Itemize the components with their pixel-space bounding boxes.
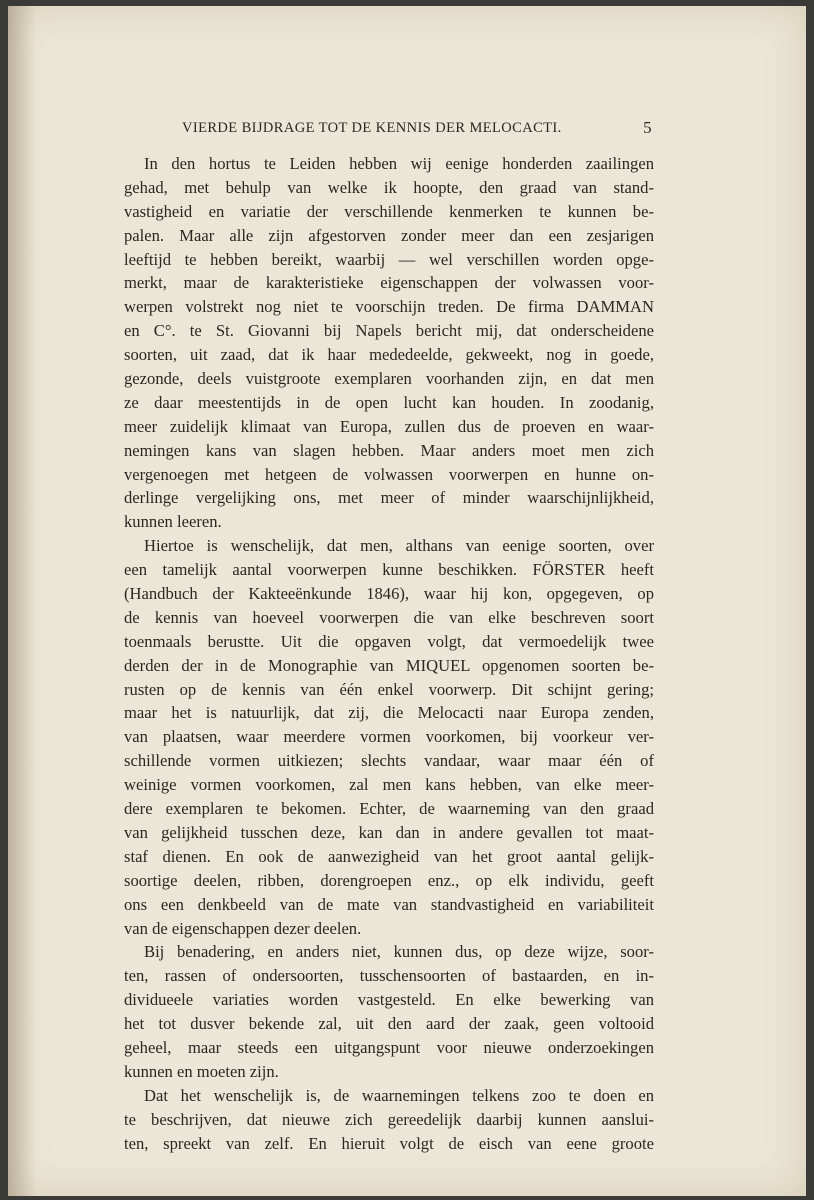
- text-line: weinige vormen voorkomen, zal men kans hebben, van elke meer-: [124, 775, 654, 795]
- text-line: van gelijkheid tusschen deze, kan dan in andere gevallen tot maat-: [124, 822, 654, 842]
- text-line: schillende vormen uitkiezen; slechts vandaar, waar maar één of: [124, 751, 654, 771]
- text-line: Dat het wenschelijk is, de waarnemingen telkens zoo te doen en: [144, 1085, 654, 1105]
- book-page: [8, 6, 806, 1196]
- text-line: toenmaals berustte. Uit die opgaven volgt, dat vermoedelijk twee: [124, 631, 654, 651]
- text-line: geheel, maar steeds een uitgangspunt voor nieuwe onderzoekingen: [124, 1037, 654, 1057]
- text-line: te beschrijven, dat nieuwe zich gereedelijk daarbij kunnen aanslui-: [124, 1109, 654, 1129]
- text-line: dere exemplaren te bekomen. Echter, de waarneming van den graad: [124, 799, 654, 819]
- text-line: Bij benadering, en anders niet, kunnen dus, op deze wijze, soor-: [144, 942, 654, 962]
- text-line: leeftijd te hebben bereikt, waarbij — wel verschillen worden opge-: [124, 249, 654, 269]
- text-line: (Handbuch der Kakteeënkunde 1846), waar hij kon, opgegeven, op: [124, 584, 654, 604]
- body-text: [124, 152, 654, 1155]
- text-line: van plaatsen, waar meerdere vormen voorkomen, bij voorkeur ver-: [124, 727, 654, 747]
- spine-shadow: [8, 6, 36, 1196]
- text-line: derlinge vergelijking ons, met meer of minder waarschijnlijkheid,: [124, 488, 654, 508]
- text-line: ten, spreekt van zelf. En hieruit volgt de eisch van eene groote: [124, 1133, 654, 1153]
- text-line: merkt, maar de karakteristieke eigenschappen der volwassen voor-: [124, 273, 654, 293]
- text-line: vergenoegen met hetgeen de volwassen voorwerpen en hunne on-: [124, 464, 654, 484]
- text-line: staf dienen. En ook de aanwezigheid van het groot aantal gelijk-: [124, 846, 654, 866]
- text-line: soorten, uit zaad, dat ik haar mededeelde, gekweekt, nog in goede,: [124, 345, 654, 365]
- running-head-title: VIERDE BIJDRAGE TOT DE KENNIS DER MELOCACTI.: [182, 120, 562, 136]
- text-line: gehad, met behulp van welke ik hoopte, den graad van stand-: [124, 177, 654, 197]
- page-number: 5: [643, 118, 652, 137]
- text-line: meer zuidelijk klimaat van Europa, zullen dus de proeven en waar-: [124, 416, 654, 436]
- text-line: nemingen kans van slagen hebben. Maar anders moet men zich: [124, 440, 654, 460]
- text-line: de kennis van hoeveel voorwerpen die van elke beschreven soort: [124, 607, 654, 627]
- text-line: rusten op de kennis van één enkel voorwerp. Dit schijnt gering;: [124, 679, 654, 699]
- text-line: derden der in de Monographie van MIQUEL opgenomen soorten be-: [124, 655, 654, 675]
- text-line: van de eigenschappen dezer deelen.: [124, 918, 362, 938]
- text-line: ten, rassen of ondersoorten, tusschensoorten of bastaarden, en in-: [124, 966, 654, 986]
- text-line: kunnen en moeten zijn.: [124, 1061, 279, 1081]
- text-line: dividueele variaties worden vastgesteld. En elke bewerking van: [124, 990, 654, 1010]
- text-line: Hiertoe is wenschelijk, dat men, althans van eenige soorten, over: [144, 536, 654, 556]
- text-line: palen. Maar alle zijn afgestorven zonder meer dan een zesjarigen: [124, 225, 654, 245]
- text-line: ons een denkbeeld van de mate van standvastigheid en variabiliteit: [124, 894, 654, 914]
- text-line: kunnen leeren.: [124, 512, 222, 532]
- text-line: In den hortus te Leiden hebben wij eenige honderden zaailingen: [144, 154, 654, 173]
- text-line: het tot dusver bekende zal, uit den aard der zaak, geen voltooid: [124, 1014, 654, 1034]
- text-line: vastigheid en variatie der verschillende kenmerken te kunnen be-: [124, 201, 654, 221]
- text-line: soortige deelen, ribben, dorengroepen enz., op elk individu, geeft: [124, 870, 654, 890]
- text-line: en C°. te St. Giovanni bij Napels bericht mij, dat onderscheidene: [124, 321, 654, 341]
- text-line: maar het is natuurlijk, dat zij, die Melocacti naar Europa zenden,: [124, 703, 654, 723]
- text-line: ze daar meestentijds in de open lucht kan houden. In zoodanig,: [124, 392, 654, 412]
- text-line: een tamelijk aantal voorwerpen kunne beschikken. FÖRSTER heeft: [124, 560, 654, 580]
- text-line: werpen volstrekt nog niet te voorschijn treden. De firma DAMMAN: [124, 297, 654, 317]
- text-line: gezonde, deels vuistgroote exemplaren voorhanden zijn, en dat men: [124, 369, 654, 389]
